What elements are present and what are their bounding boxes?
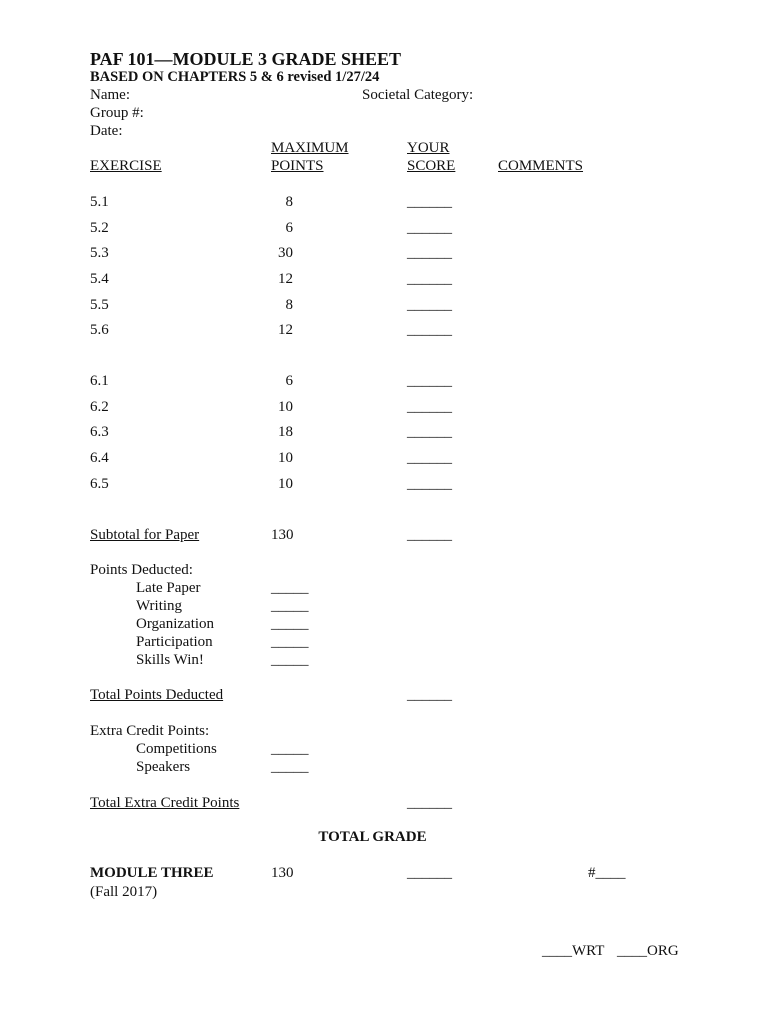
- total-extra-credit-blank[interactable]: ______: [407, 795, 452, 811]
- score-header-line2: SCORE: [407, 158, 456, 174]
- extra-credit-heading: Extra Credit Points:: [90, 723, 210, 739]
- deduction-label: Organization: [136, 616, 215, 632]
- deduction-blank[interactable]: _____: [271, 634, 309, 650]
- score-blank[interactable]: ______: [407, 220, 452, 236]
- max-header-line1: MAXIMUM: [271, 140, 349, 156]
- exercise-id: 5.4: [90, 271, 109, 287]
- exercise-id: 6.5: [90, 476, 109, 492]
- subtotal-blank[interactable]: ______: [407, 527, 452, 543]
- exercise-id: 6.3: [90, 424, 109, 440]
- exercise-header: EXERCISE: [90, 158, 162, 174]
- exercise-id: 6.2: [90, 399, 109, 415]
- deduction-blank[interactable]: _____: [271, 580, 309, 596]
- score-blank[interactable]: ______: [407, 399, 452, 415]
- extra-credit-blank[interactable]: _____: [271, 759, 309, 775]
- total-deducted-label: Total Points Deducted: [90, 687, 224, 703]
- exercise-max: 12: [278, 271, 293, 287]
- comments-header: COMMENTS: [498, 158, 584, 174]
- exercise-max: 10: [278, 450, 293, 466]
- extra-credit-label: Competitions: [136, 741, 217, 757]
- deduction-blank[interactable]: _____: [271, 616, 309, 632]
- deduction-label: Participation: [136, 634, 213, 650]
- exercise-id: 5.2: [90, 220, 109, 236]
- exercise-max: 8: [285, 297, 293, 313]
- page-title: PAF 101—MODULE 3 GRADE SHEET: [90, 49, 402, 69]
- total-deducted-blank[interactable]: ______: [407, 687, 452, 703]
- org-blank[interactable]: ____ORG: [617, 943, 679, 959]
- score-blank[interactable]: ______: [407, 373, 452, 389]
- deductions-heading: Points Deducted:: [90, 562, 193, 578]
- exercise-max: 18: [278, 424, 293, 440]
- score-blank[interactable]: ______: [407, 194, 452, 210]
- exercise-id: 6.1: [90, 373, 109, 389]
- wrt-blank[interactable]: ____WRT: [542, 943, 605, 959]
- score-blank[interactable]: ______: [407, 245, 452, 261]
- deduction-label: Writing: [136, 598, 183, 614]
- deduction-blank[interactable]: _____: [271, 598, 309, 614]
- exercise-max: 10: [278, 399, 293, 415]
- group-label: Group #:: [90, 105, 144, 121]
- date-label: Date:: [90, 123, 123, 139]
- page-subtitle: BASED ON CHAPTERS 5 & 6 revised 1/27/24: [90, 69, 380, 85]
- exercise-max: 6: [285, 373, 293, 389]
- exercise-id: 5.6: [90, 322, 109, 338]
- exercise-id: 5.3: [90, 245, 109, 261]
- module-number-blank[interactable]: #____: [588, 865, 626, 881]
- exercise-max: 6: [285, 220, 293, 236]
- deduction-blank[interactable]: _____: [271, 652, 309, 668]
- score-blank[interactable]: ______: [407, 450, 452, 466]
- module-max: 130: [271, 865, 294, 881]
- name-label: Name:: [90, 87, 130, 103]
- score-blank[interactable]: ______: [407, 271, 452, 287]
- exercise-id: 5.5: [90, 297, 109, 313]
- score-blank[interactable]: ______: [407, 424, 452, 440]
- score-blank[interactable]: ______: [407, 322, 452, 338]
- max-header-line2: POINTS: [271, 158, 324, 174]
- extra-credit-blank[interactable]: _____: [271, 741, 309, 757]
- exercise-id: 6.4: [90, 450, 109, 466]
- total-extra-credit-label: Total Extra Credit Points: [90, 795, 240, 811]
- subtotal-label: Subtotal for Paper: [90, 527, 200, 543]
- score-blank[interactable]: ______: [407, 297, 452, 313]
- score-header-line1: YOUR: [407, 140, 450, 156]
- deduction-label: Skills Win!: [136, 652, 204, 668]
- subtotal-max: 130: [271, 527, 294, 543]
- module-three-label: MODULE THREE: [90, 865, 214, 881]
- term-label: (Fall 2017): [90, 884, 158, 900]
- total-grade-heading: TOTAL GRADE: [318, 829, 427, 845]
- exercise-max: 30: [278, 245, 293, 261]
- extra-credit-label: Speakers: [136, 759, 191, 775]
- deduction-label: Late Paper: [136, 580, 201, 596]
- score-blank[interactable]: ______: [407, 476, 452, 492]
- exercise-max: 8: [285, 194, 293, 210]
- exercise-max: 10: [278, 476, 293, 492]
- module-score-blank[interactable]: ______: [407, 865, 452, 881]
- societal-category-label: Societal Category:: [362, 87, 474, 103]
- exercise-max: 12: [278, 322, 293, 338]
- exercise-id: 5.1: [90, 194, 109, 210]
